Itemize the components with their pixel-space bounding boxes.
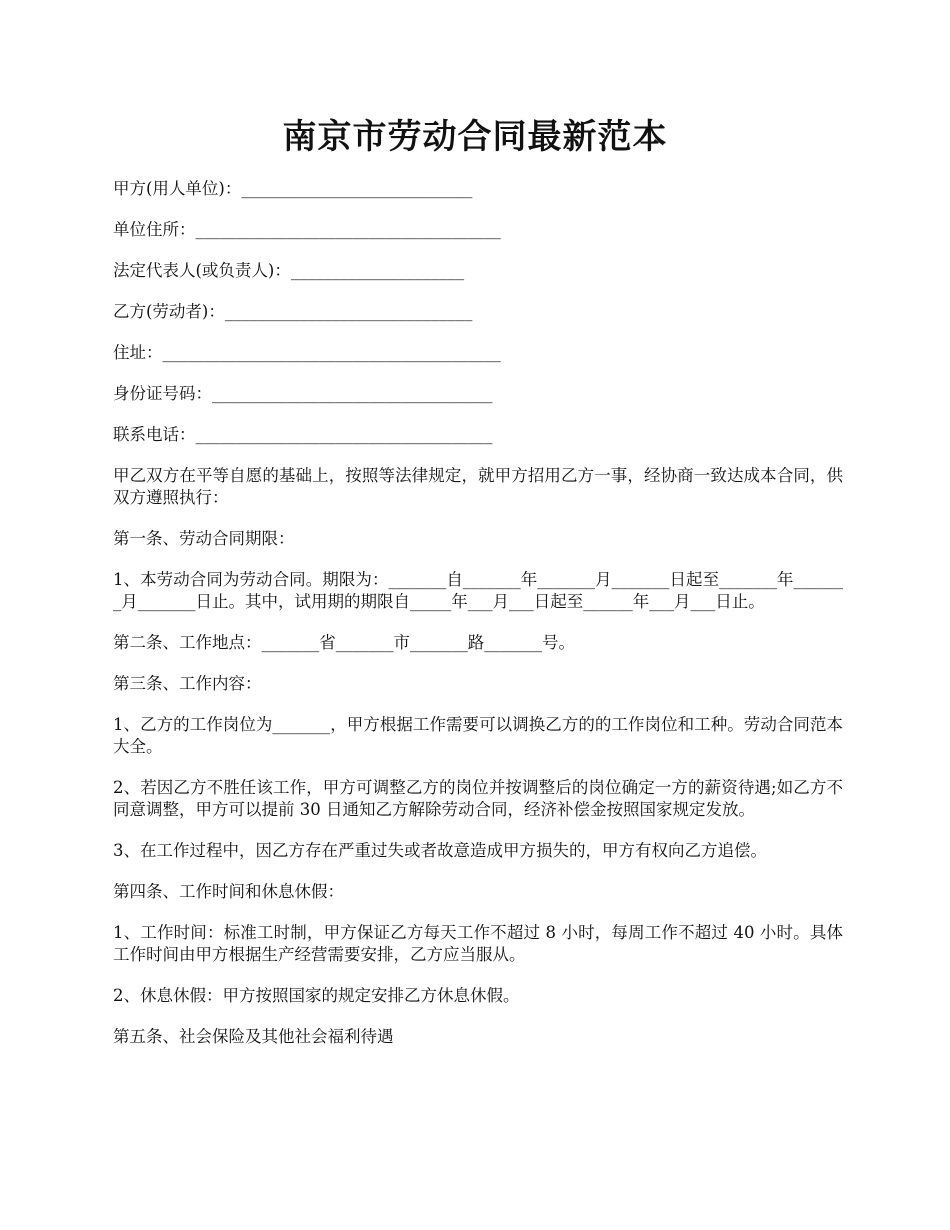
field-party-a: 甲方(用人单位)：____________________________ xyxy=(113,179,473,198)
article-2: 第二条、工作地点：_______省_______市_______路_______号。 xyxy=(113,633,575,652)
article-3-item-2: 2、若因乙方不胜任该工作，甲方可调整乙方的岗位并按调整后的岗位确定一方的薪资待遇;如乙方不同意调整，甲方可以提前 30 日通知乙方解除劳动合同，经济补偿金按照国家规定发放。 xyxy=(113,778,843,819)
field-unit-address: 单位住所：_____________________________________ xyxy=(113,220,501,239)
field-phone: 联系电话：____________________________________ xyxy=(113,425,493,444)
article-4-heading: 第四条、工作时间和休息休假： xyxy=(113,882,344,901)
article-4-item-1: 1、工作时间：标准工时制，甲方保证乙方每天工作不超过 8 小时，每周工作不超过 40 小时。具体工作时间由甲方根据生产经营需要安排，乙方应当服从。 xyxy=(113,923,843,964)
article-5-heading: 第五条、社会保险及其他社会福利待遇 xyxy=(113,1027,394,1046)
field-party-b: 乙方(劳动者)：______________________________ xyxy=(113,302,473,321)
article-4-item-2: 2、休息休假：甲方按照国家的规定安排乙方休息休假。 xyxy=(113,986,520,1005)
field-legal-rep: 法定代表人(或负责人)：_____________________ xyxy=(113,261,465,280)
article-3-heading: 第三条、工作内容： xyxy=(113,674,262,693)
article-1-item-1: 1、本劳动合同为劳动合同。期限为：_______自_______年_______月_______日起至_______年_______月_______日止。其中，试用期的期限自_____年___月___日起至______年___月___日止。 xyxy=(113,570,843,611)
document-body xyxy=(113,178,843,1067)
document-title: 南京市劳动合同最新范本 xyxy=(282,117,668,157)
field-address: 住址：_________________________________________ xyxy=(113,343,501,362)
intro-paragraph: 甲乙双方在平等自愿的基础上，按照等法律规定，就甲方招用乙方一事，经协商一致达成本合同，供双方遵照执行： xyxy=(113,466,843,507)
article-3-item-3: 3、在工作过程中，因乙方存在严重过失或者故意造成甲方损失的，甲方有权向乙方追偿。 xyxy=(113,841,767,860)
article-3-item-1: 1、乙方的工作岗位为_______，甲方根据工作需要可以调换乙方的的工作岗位和工种。劳动合同范本大全。 xyxy=(113,715,843,756)
field-id-number: 身份证号码：__________________________________ xyxy=(113,384,493,403)
article-1-heading: 第一条、劳动合同期限： xyxy=(113,529,295,548)
